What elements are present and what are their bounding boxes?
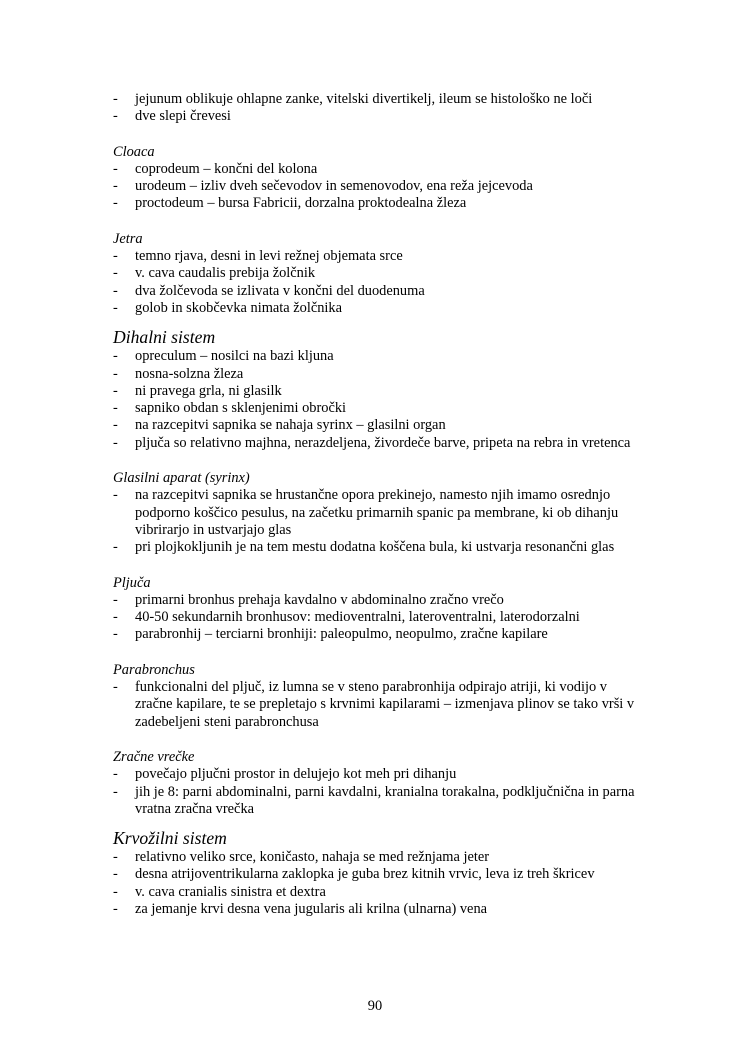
parabronchus-list [113,679,643,731]
list-item: - za jemanje krvi desna vena jugularis ali krilna (ulnarna) vena [113,901,643,918]
section-heading-jetra: Jetra [113,230,143,247]
section-heading-krvozilni-sistem: Krvožilni sistem [113,828,227,849]
jetra-list [113,248,643,317]
list-item: - na razcepitvi sapnika se nahaja syrinx – glasilni organ [113,417,643,434]
list-item: - golob in skobčevka nimata žolčnika [113,300,643,317]
list-item: - proctodeum – bursa Fabricii, dorzalna proktodealna žleza [113,195,643,212]
section-heading-pljuca: Pljuča [113,574,151,591]
list-item: - pri plojkokljunih je na tem mestu dodatna koščena bula, ki ustvarja resonančni glas [113,539,643,556]
page-content [113,91,643,918]
list-item: - v. cava caudalis prebija žolčnik [113,265,643,282]
list-item: - urodeum – izliv dveh sečevodov in semenovodov, ena reža jejcevoda [113,178,643,195]
vrecke-list [113,766,643,818]
list-item: - coprodeum – končni del kolona [113,161,643,178]
intro-list [113,91,643,126]
pljuca-list [113,592,643,644]
dihalni-list [113,348,643,452]
list-item: - funkcionalni del pljuč, iz lumna se v steno parabronhija odpirajo atriji, ki vodijo v zračne kapilare, te se prepletajo s krvnimi kapilarami – izmenjava plinov se tako vrši v zadebeljeni steni parabronchusa [113,679,643,731]
syrinx-list [113,487,643,556]
list-item: - parabronhij – terciarni bronhiji: paleopulmo, neopulmo, zračne kapilare [113,626,643,643]
list-item: - v. cava cranialis sinistra et dextra [113,884,643,901]
list-item: - na razcepitvi sapnika se hrustančne opora prekinejo, namesto njih imamo osrednjo podporno koščico pesulus, na začetku primarnih spanic pa membrane, ki ob dihanju vibrirarjo in ustvarjajo glas [113,487,643,539]
list-item: - primarni bronhus prehaja kavdalno v abdominalno zračno vrečo [113,592,643,609]
section-heading-dihalni-sistem: Dihalni sistem [113,327,216,348]
section-heading-syrinx: Glasilni aparat (syrinx) [113,470,250,487]
list-item: - dva žolčevoda se izlivata v končni del duodenuma [113,283,643,300]
list-item: - nosna-solzna žleza [113,366,643,383]
list-item: - relativno veliko srce, koničasto, nahaja se med režnjama jeter [113,849,643,866]
cloaca-list [113,161,643,213]
section-heading-cloaca: Cloaca [113,143,155,160]
list-item: - dve slepi črevesi [113,108,643,125]
page-number: 90 [367,998,383,1014]
list-item: - pljuča so relativno majhna, nerazdeljena, živordeče barve, pripeta na rebra in vretenca [113,435,643,452]
list-item: - sapniko obdan s sklenjenimi obročki [113,400,643,417]
list-item: - jejunum oblikuje ohlapne zanke, vitelski divertikelj, ileum se histološko ne loči [113,91,643,108]
list-item: - desna atrijoventrikularna zaklopka je guba brez kitnih vrvic, leva iz treh škricev [113,866,643,883]
list-item: - temno rjava, desni in levi režnej objemata srce [113,248,643,265]
section-heading-zracne-vrecke: Zračne vrečke [113,748,195,765]
section-heading-parabronchus: Parabronchus [113,661,195,678]
list-item: - 40-50 sekundarnih bronhusov: medioventralni, lateroventralni, laterodorzalni [113,609,643,626]
list-item: - ni pravega grla, ni glasilk [113,383,643,400]
list-item: - jih je 8: parni abdominalni, parni kavdalni, kranialna torakalna, podključnična in parna vratna zračna vrečka [113,784,643,819]
list-item: - opreculum – nosilci na bazi kljuna [113,348,643,365]
list-item: - povečajo pljučni prostor in delujejo kot meh pri dihanju [113,766,643,783]
krvozilni-list [113,849,643,918]
